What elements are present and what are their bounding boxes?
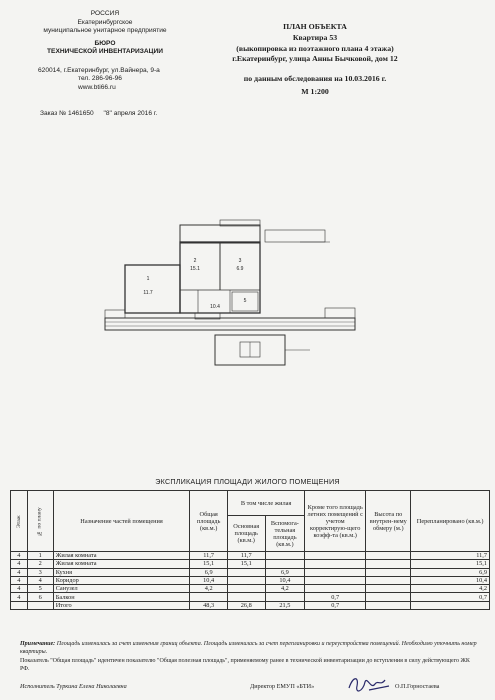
plan-scale: М 1:200 xyxy=(301,86,329,96)
cell-re: 10,4 xyxy=(411,576,490,584)
total-empty xyxy=(11,601,28,609)
plan-copy-note: (выкопировка из поэтажного плана 4 этажа) xyxy=(236,43,394,53)
note-text: Площадь изменилась за счет изменения границ объекта. Площадь изменилась за счет перепланировки и переустройства помещений. Необходимо уточнить номер квартиры. xyxy=(20,641,477,656)
cell-aux: 10,4 xyxy=(265,576,305,584)
cell-name: Жилая комната xyxy=(53,560,190,568)
cell-summer xyxy=(305,585,366,593)
plan-address: г.Екатеринбург, улица Анны Бычковой, дом 12 xyxy=(232,54,398,64)
cell-name: Балкон xyxy=(53,593,190,601)
plan-room-4-area: 10.4 xyxy=(210,304,220,310)
org-address: 620014, г.Екатеринбург, ул.Вайнера, 9-а xyxy=(38,66,160,74)
plan-room-1-area: 11.7 xyxy=(143,290,153,296)
cell-aux xyxy=(265,593,305,601)
table-row xyxy=(11,576,490,584)
plan-title: ПЛАН ОБЪЕКТА xyxy=(283,22,347,31)
note-secondary: Показатель "Общая площадь" идентичен показателю "Общая полезная площадь", применяемому ранее в технической инвентаризации до вступления в силу действующего ЖК РФ. xyxy=(20,658,470,673)
plan-room-5-number: 5 xyxy=(243,298,247,304)
cell-aux xyxy=(265,560,305,568)
plan-room-3-area: 6.9 xyxy=(236,266,244,272)
cell-floor: 4 xyxy=(11,568,28,576)
header-total: Общая площадь (кв.м.) xyxy=(190,491,228,552)
plan-apartment: Квартира 53 xyxy=(292,32,338,42)
cell-no: 1 xyxy=(27,552,53,560)
cell-main xyxy=(227,568,265,576)
note-label: Примечание: xyxy=(20,641,56,647)
cell-total: 11,7 xyxy=(190,552,228,560)
cell-floor: 4 xyxy=(11,585,28,593)
org-name: ТЕХНИЧЕСКОЙ ИНВЕНТАРИЗАЦИИ xyxy=(47,48,163,55)
cell-height xyxy=(366,552,411,560)
cell-summer xyxy=(305,560,366,568)
cell-main xyxy=(227,593,265,601)
org-city: Екатеринбургское xyxy=(77,18,133,26)
plan-header xyxy=(200,22,430,98)
order-number: Заказ № 1461650 xyxy=(40,110,94,117)
cell-aux: 4,2 xyxy=(265,585,305,593)
cell-re: 0,7 xyxy=(411,593,490,601)
cell-total: 10,4 xyxy=(190,576,228,584)
plan-room-1-number: 1 xyxy=(146,276,150,282)
cell-total: 6,9 xyxy=(190,568,228,576)
header-redevelop: Перепланировано (кв.м.) xyxy=(411,491,490,552)
org-country: РОССИЯ xyxy=(90,10,120,17)
table-total-row xyxy=(11,601,490,609)
org-phone: тел. 286-96-96 xyxy=(78,75,122,82)
org-website: www.bti66.ru xyxy=(78,83,116,91)
cell-no: 2 xyxy=(27,560,53,568)
cell-main xyxy=(227,576,265,584)
total-main: 26,8 xyxy=(227,601,265,609)
table-title: ЭКСПЛИКАЦИЯ ПЛОЩАДИ ЖИЛОГО ПОМЕЩЕНИЯ xyxy=(155,477,340,486)
table-row xyxy=(11,560,490,568)
table-row xyxy=(11,552,490,560)
plan-room-3-number: 3 xyxy=(238,258,242,264)
cell-re: 15,1 xyxy=(411,560,490,568)
cell-name: Санузел xyxy=(53,585,190,593)
cell-re: 6,9 xyxy=(411,568,490,576)
cell-summer xyxy=(305,576,366,584)
cell-no: 6 xyxy=(27,593,53,601)
cell-re: 4,2 xyxy=(411,585,490,593)
plan-survey-date: по данным обследования на 10.03.2016 г. xyxy=(243,74,387,84)
total-empty xyxy=(366,601,411,609)
cell-summer: 0,7 xyxy=(305,593,366,601)
cell-no: 3 xyxy=(27,568,53,576)
executor-signature-line: Исполнитель Туркина Елена Николаевна xyxy=(20,683,127,690)
cell-summer xyxy=(305,552,366,560)
header-name: Назначение частей помещения xyxy=(53,491,190,552)
cell-no: 5 xyxy=(27,585,53,593)
header-aux: Вспомога-тельная площадь (кв.м.) xyxy=(265,516,305,552)
total-label: Итого xyxy=(53,601,190,609)
total-summer: 0,7 xyxy=(305,601,366,609)
plan-room-2-number: 2 xyxy=(193,258,197,264)
cell-no: 4 xyxy=(27,576,53,584)
total-empty xyxy=(27,601,53,609)
floor-plan-drawing xyxy=(100,210,360,390)
area-explication-table xyxy=(10,490,490,610)
cell-aux xyxy=(265,552,305,560)
cell-summer xyxy=(305,568,366,576)
cell-floor: 4 xyxy=(11,552,28,560)
order-date: "8" апреля 2016 г. xyxy=(103,110,158,117)
cell-floor: 4 xyxy=(11,593,28,601)
cell-name: Кухня xyxy=(53,568,190,576)
cell-floor: 4 xyxy=(11,576,28,584)
cell-height xyxy=(366,576,411,584)
total-empty xyxy=(411,601,490,609)
cell-total: 15,1 xyxy=(190,560,228,568)
org-bureau: БЮРО xyxy=(94,39,116,47)
total-aux: 21,5 xyxy=(265,601,305,609)
cell-aux: 6,9 xyxy=(265,568,305,576)
cell-total xyxy=(190,593,228,601)
order-info xyxy=(40,110,165,117)
org-type: муниципальное унитарное предприятие xyxy=(43,27,167,34)
header-incl: В том числе жилая xyxy=(227,491,304,516)
table-row xyxy=(11,593,490,601)
table-row xyxy=(11,585,490,593)
cell-total: 4,2 xyxy=(190,585,228,593)
organization-block xyxy=(30,10,180,92)
cell-height xyxy=(366,560,411,568)
total-total: 48,3 xyxy=(190,601,228,609)
header-main: Основная площадь (кв.м.) xyxy=(227,516,265,552)
cell-main: 15,1 xyxy=(227,560,265,568)
header-height: Высота по внутрен-нему обмеру (м.) xyxy=(366,491,411,552)
cell-name: Жилая комната xyxy=(53,552,190,560)
header-room-no: № по плану xyxy=(27,491,53,552)
cell-main xyxy=(227,585,265,593)
plan-room-2-area: 15.1 xyxy=(190,266,200,272)
director-title: Директор ЕМУП «БТИ» xyxy=(250,683,315,690)
table-row xyxy=(11,568,490,576)
director-name: О.П.Горностаева xyxy=(395,683,440,690)
cell-name: Коридор xyxy=(53,576,190,584)
handwritten-signature xyxy=(345,672,395,696)
cell-floor: 4 xyxy=(11,560,28,568)
cell-main: 11,7 xyxy=(227,552,265,560)
note-primary xyxy=(20,640,480,656)
header-summer: Кроме того площадь летних помещений с учетом корректирую-щего коэфф-та (кв.м.) xyxy=(305,491,366,552)
header-floor: Этаж xyxy=(11,491,28,552)
cell-re: 11,7 xyxy=(411,552,490,560)
cell-height xyxy=(366,593,411,601)
cell-height xyxy=(366,568,411,576)
cell-height xyxy=(366,585,411,593)
